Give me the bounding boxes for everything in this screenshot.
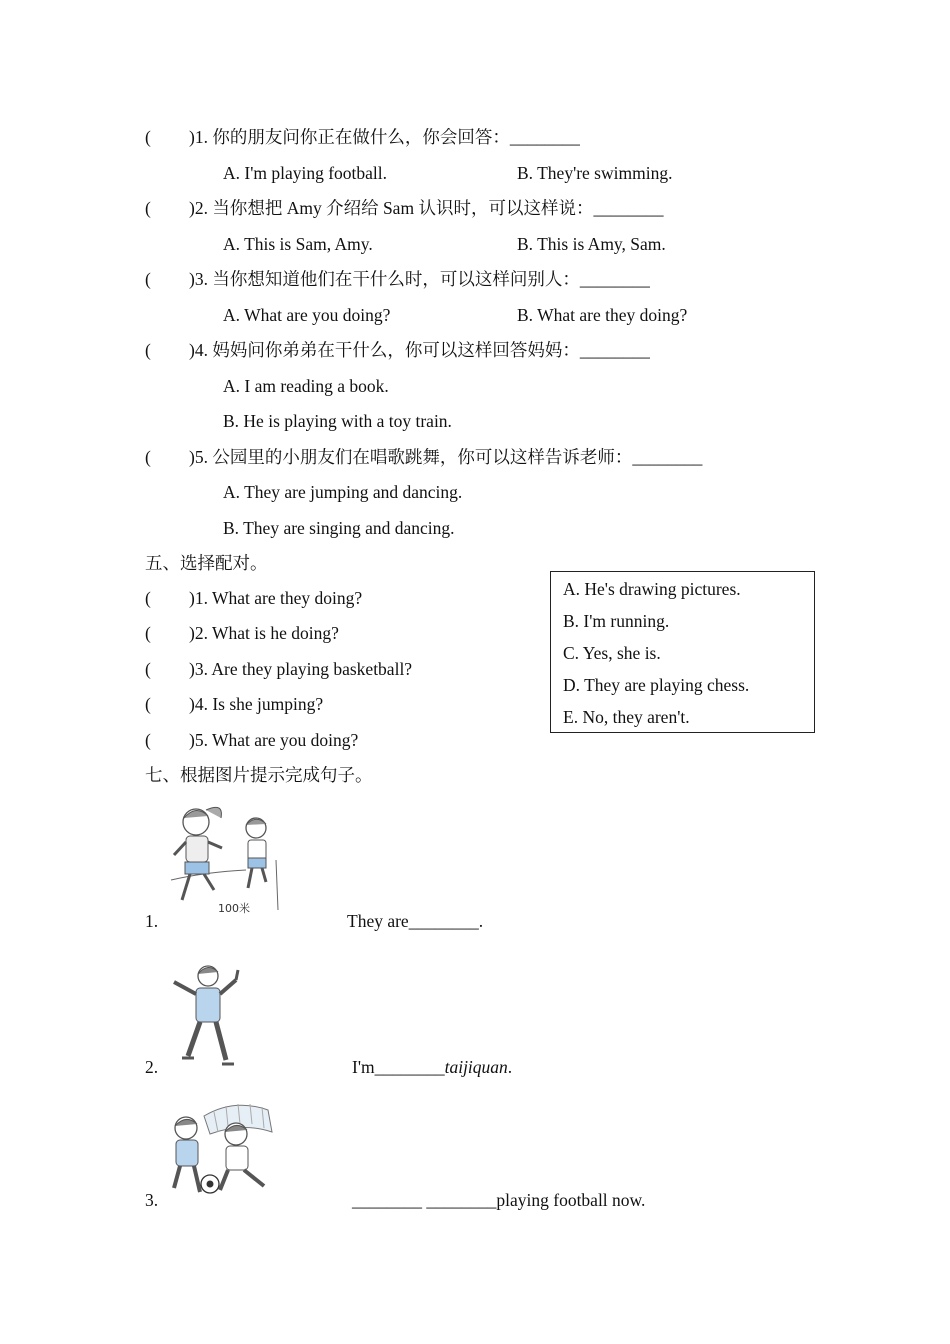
answer-paren[interactable]: ( [145, 730, 151, 750]
question-number: )4. [189, 694, 208, 714]
question-text: 当你想知道他们在干什么时，可以这样问别人：________ [212, 269, 650, 289]
s4-q5 [145, 446, 702, 468]
question-text: What is he doing? [212, 623, 339, 643]
answer-paren[interactable]: ( [145, 269, 151, 289]
match-option: C. Yes, she is. [563, 643, 661, 663]
option-a: A. I'm playing football. [223, 163, 388, 183]
sentence-2-post: . [507, 1057, 513, 1077]
question-number: )5. [189, 730, 208, 750]
answer-paren[interactable]: ( [145, 694, 151, 714]
section7-title: 七、根据图片提示完成句子。 [145, 765, 373, 785]
option-a: A. This is Sam, Amy. [223, 234, 373, 254]
football-kids-image [164, 1098, 276, 1203]
answer-paren[interactable]: ( [145, 198, 151, 218]
item-number: 3. [145, 1190, 159, 1210]
question-text: 妈妈问你弟弟在干什么，你可以这样回答妈妈：________ [212, 340, 650, 360]
s4-q3 [145, 268, 650, 290]
sentence-3: ________ ________playing football now. [352, 1190, 646, 1210]
s4-q4 [145, 339, 650, 361]
question-number: )3. [189, 659, 208, 679]
option-b: B. This is Amy, Sam. [517, 234, 666, 254]
sentence-2 [352, 1056, 512, 1078]
answer-paren[interactable]: ( [145, 447, 151, 467]
sentence-2-pre: I'm________ [352, 1057, 445, 1077]
question-number: )1. [189, 588, 208, 608]
sentence-1: They are________. [347, 911, 484, 931]
match-option: E. No, they aren't. [563, 707, 690, 727]
option-a: A. I am reading a book. [223, 376, 389, 396]
question-text: What are they doing? [212, 588, 363, 608]
question-number: )2. [189, 198, 208, 218]
s5-q3 [145, 658, 412, 680]
s5-q2 [145, 622, 339, 644]
section5-title: 五、选择配对。 [145, 553, 268, 573]
question-text: Is she jumping? [212, 694, 324, 714]
s5-q4 [145, 693, 323, 715]
option-b: B. They are singing and dancing. [223, 518, 455, 538]
option-b: B. He is playing with a toy train. [223, 411, 452, 431]
question-text: 你的朋友问你正在做什么，你会回答：________ [212, 127, 580, 147]
question-text: 当你想把 Amy 介绍给 Sam 认识时，可以这样说：________ [212, 198, 664, 218]
s4-q2 [145, 197, 663, 219]
s5-q1 [145, 587, 362, 609]
answer-paren[interactable]: ( [145, 623, 151, 643]
running-kids-image [166, 800, 286, 915]
question-number: )3. [189, 269, 208, 289]
answer-paren[interactable]: ( [145, 659, 151, 679]
answer-paren[interactable]: ( [145, 588, 151, 608]
question-text: What are you doing? [212, 730, 359, 750]
question-number: )1. [189, 127, 208, 147]
option-a: A. What are you doing? [223, 305, 391, 325]
question-number: )2. [189, 623, 208, 643]
match-option: D. They are playing chess. [563, 675, 750, 695]
question-number: )5. [189, 447, 208, 467]
answer-paren[interactable]: ( [145, 127, 151, 147]
option-b: B. What are they doing? [517, 305, 688, 325]
answer-paren[interactable]: ( [145, 340, 151, 360]
track-caption: 100米 [218, 902, 250, 915]
item-number: 1. [145, 911, 159, 931]
options-box [550, 571, 815, 733]
taijiquan-man-image [166, 960, 246, 1070]
question-number: )4. [189, 340, 208, 360]
s5-q5 [145, 729, 358, 751]
question-text: Are they playing basketball? [211, 659, 413, 679]
sentence-2-keyword: taijiquan [444, 1057, 508, 1077]
item-number: 2. [145, 1057, 159, 1077]
option-b: B. They're swimming. [517, 163, 673, 183]
option-a: A. They are jumping and dancing. [223, 482, 463, 502]
question-text: 公园里的小朋友们在唱歌跳舞，你可以这样告诉老师：________ [212, 447, 703, 467]
match-option: B. I'm running. [563, 611, 670, 631]
match-option: A. He's drawing pictures. [563, 579, 741, 599]
s4-q1 [145, 126, 580, 148]
